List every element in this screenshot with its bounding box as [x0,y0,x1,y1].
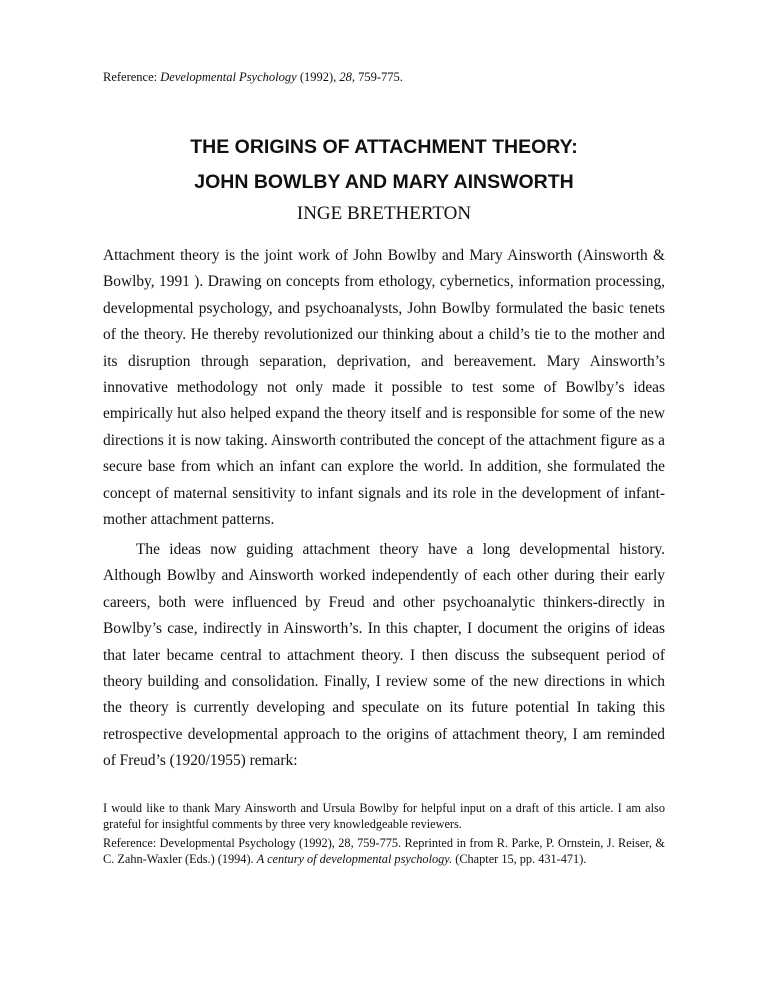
footnote-reference-text: Reference: Developmental Psychology (1992), 28, 759-775. Reprinted in from R. Parke, P. Ornstein, J. Reiser, & C. Zahn-Waxler (Eds.) (1994). [103,836,665,866]
title-line-2: JOHN BOWLBY AND MARY AINSWORTH [194,171,574,193]
reference-pages: , 759-775. [351,70,403,84]
reference-header [103,70,403,85]
footnote-divider [103,772,293,773]
footnote-acknowledgment: I would like to thank Mary Ainsworth and Ursula Bowlby for helpful input on a draft of this article. I am also grateful for insightful comments by three very knowledgeable reviewers. [103,801,665,831]
reference-prefix: Reference: [103,70,161,84]
footnote-reference [103,835,665,867]
body-paragraph-1: Attachment theory is the joint work of John Bowlby and Mary Ainsworth (Ainsworth & Bowlby, 1991 ). Drawing on concepts from ethology, cybernetics, information processing, developmental psychology, and psychoanalysts, John Bowlby formulated the basic tenets of the theory. He thereby revolutionized our thinking about a child’s tie to the mother and its disruption through separation, deprivation, and bereavement. Mary Ainsworth’s innovative methodology not only made it possible to test some of Bowlby’s ideas empirically hut also helped expand the theory itself and is responsible for some of the new directions it is now taking. Ainsworth contributed the concept of the attachment figure as a secure base from which an infant can explore the world. In addition, she formulated the concept of maternal sensitivity to infant signals and its role in the development of infant-mother attachment patterns. [103,247,665,529]
author-name: INGE BRETHERTON [296,203,472,224]
reference-volume: 28 [339,70,352,84]
reference-year: (1992), [296,70,340,84]
journal-name: Developmental Psychology [160,70,297,84]
footnote-book-title: A century of developmental psychology. [256,852,453,866]
title-line-1: THE ORIGINS OF ATTACHMENT THEORY: [190,136,578,158]
footnote-chapter: (Chapter 15, pp. 431-471). [452,852,587,866]
body-paragraph-2: The ideas now guiding attachment theory have a long developmental history. Although Bowlby and Ainsworth worked independently of each other during their early careers, both were influenced by Freud and other psychoanalytic thinkers-directly in Bowlby’s case, indirectly in Ainsworth’s. In this chapter, I document the origins of ideas that later became central to attachment theory. I then discuss the subsequent period of theory building and consolidation. Finally, I review some of the new directions in which the theory is currently developing and speculate on its future potential In taking this retrospective developmental approach to the origins of attachment theory, I am reminded of Freud’s (1920/1955) remark: [103,541,665,770]
